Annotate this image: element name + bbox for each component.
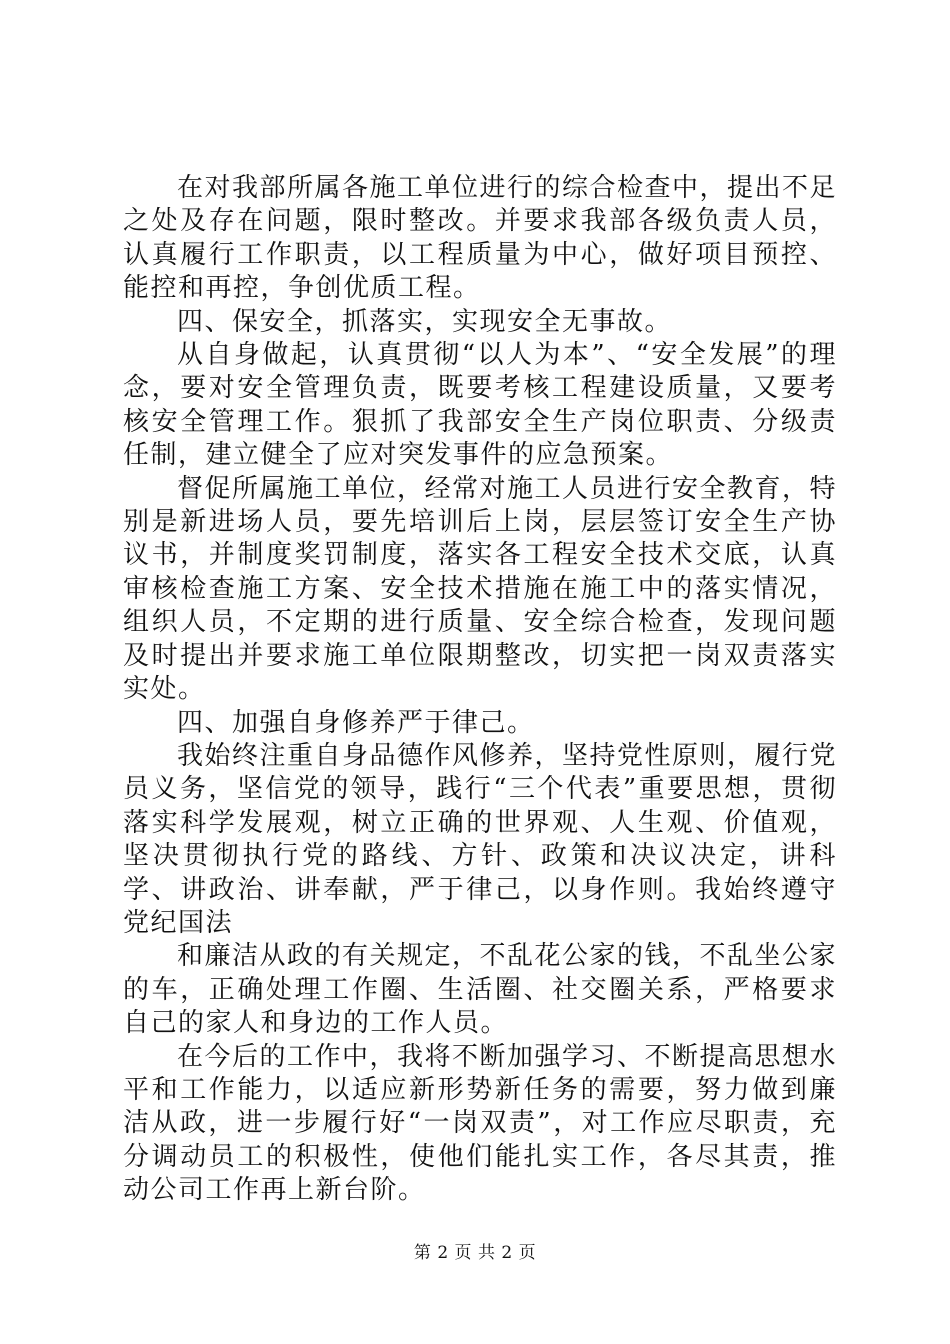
paragraph-inspection: 在对我部所属各施工单位进行的综合检查中，提出不足之处及存在问题，限时整改。并要求我部各级负责人员，认真履行工作职责，以工程质量为中心，做好项目预控、能控和再控，争创优质工程。 [123, 173, 838, 304]
paragraph-integrity: 和廉洁从政的有关规定，不乱花公家的钱，不乱坐公家的车，正确处理工作圈、生活圈、社交圈关系，严格要求自己的家人和身边的工作人员。 [123, 941, 838, 1039]
paragraph-safety-education: 督促所属施工单位，经常对施工人员进行安全教育，特别是新进场人员，要先培训后上岗，层层签订安全生产协议书，并制度奖罚制度，落实各工程安全技术交底，认真审核检查施工方案、安全技术措施在施工中的落实情况，组织人员，不定期的进行质量、安全综合检查，发现问题及时提出并要求施工单位限期整改，切实把一岗双责落实实处。 [123, 473, 838, 705]
paragraph-future-work: 在今后的工作中，我将不断加强学习、不断提高思想水平和工作能力，以适应新形势新任务的需要，努力做到廉洁从政，进一步履行好“一岗双责”，对工作应尽职责，充分调动员工的积极性，使他们能扎实工作，各尽其责，推动公司工作再上新台阶。 [123, 1041, 838, 1206]
page-number-footer: 第 2 页 共 2 页 [413, 1243, 537, 1263]
paragraph-safety-management: 从自身做起，认真贯彻“以人为本”、“安全发展”的理念，要对安全管理负责，既要考核工程建设质量，又要考核安全管理工作。狠抓了我部安全生产岗位职责、分级责任制，建立健全了应对突发事件的应急预案。 [123, 340, 837, 471]
heading-safety: 四、保安全，抓落实，实现安全无事故。 [177, 306, 673, 337]
document-body [123, 172, 837, 1208]
paragraph-conduct: 我始终注重自身品德作风修养，坚持党性原则，履行党员义务，坚信党的领导，践行“三个代表”重要思想，贯彻落实科学发展观，树立正确的世界观、人生观、价值观，坚决贯彻执行党的路线、方针、政策和决议决定，讲科学、讲政治、讲奉献，严于律己，以身作则。我始终遵守党纪国法 [123, 740, 838, 938]
heading-self-discipline: 四、加强自身修养严于律己。 [177, 707, 535, 738]
